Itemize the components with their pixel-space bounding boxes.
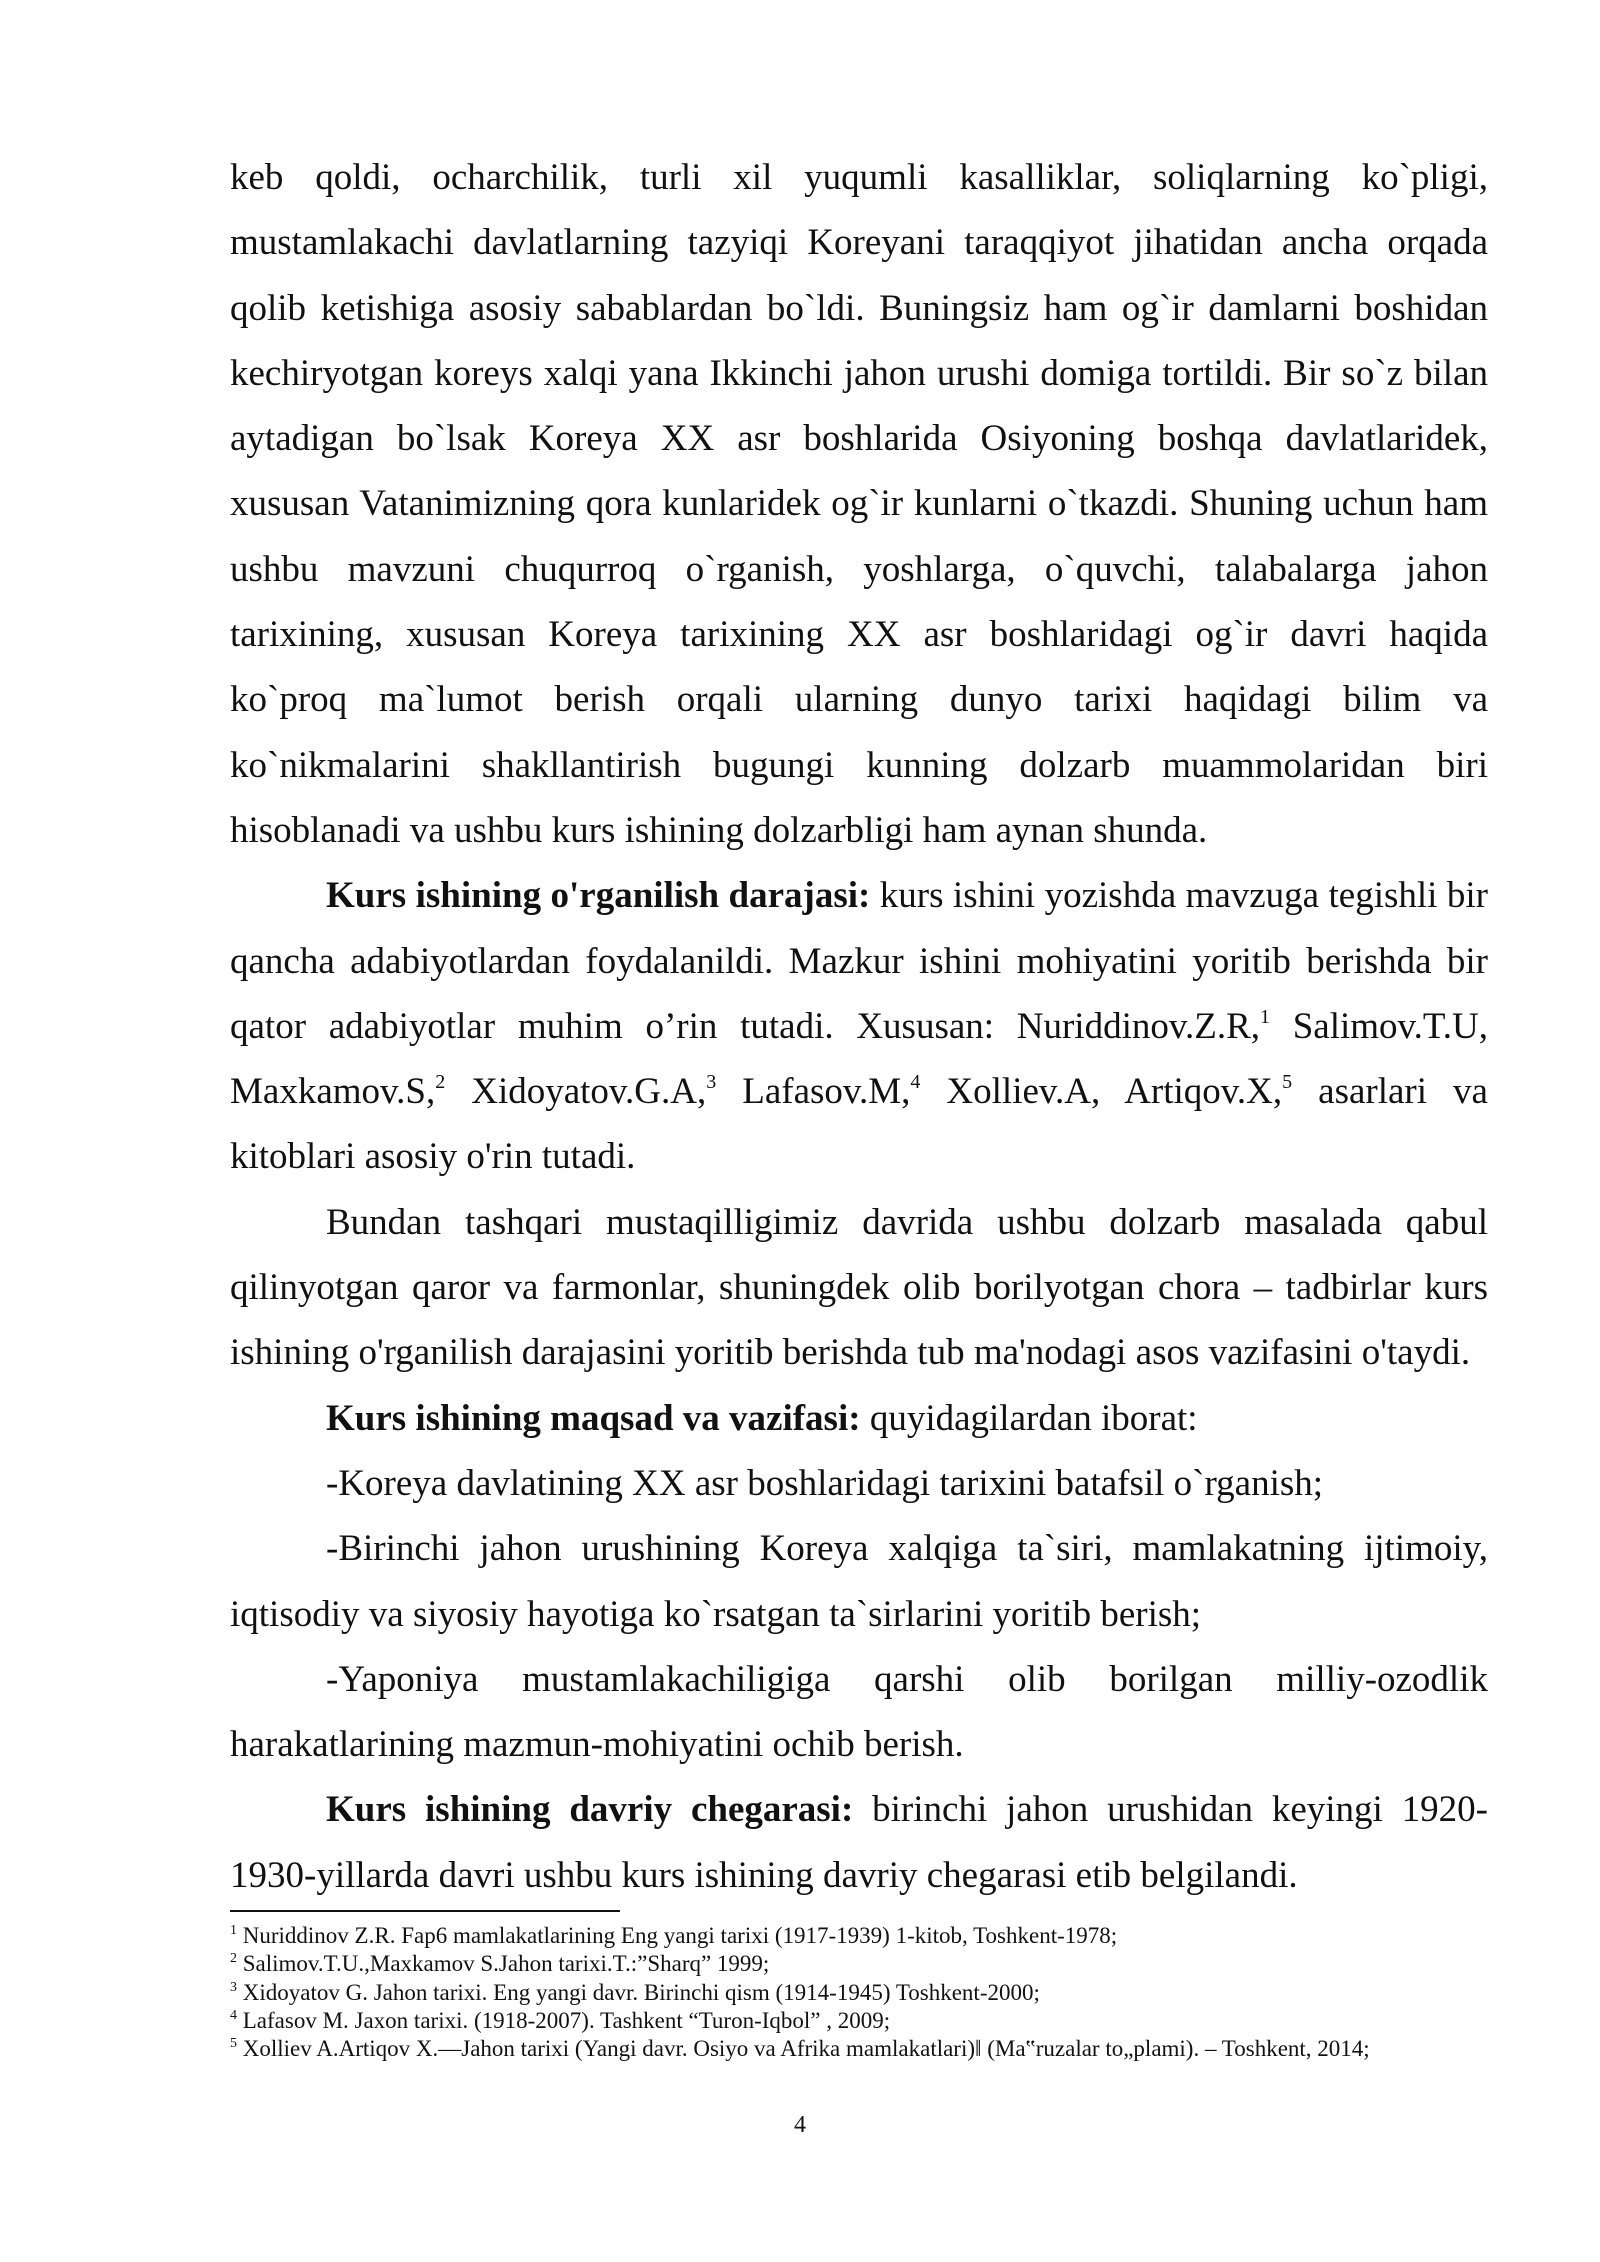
footnote-ref-1: 1 <box>1260 1005 1270 1028</box>
study-level-text: Xidoyatov.G.A, <box>445 1071 707 1113</box>
goal-item: -Koreya davlatining XX asr boshlaridagi tarixini batafsil o`rganish; <box>326 1462 1324 1504</box>
footnote-ref-4: 4 <box>910 1071 921 1094</box>
goal-item: -Yaponiya mustamlakachiligiga qarshi olib borilgan milliy-ozodlik harakatlarining mazmun-mohiyatini ochib berish. <box>230 1658 1488 1766</box>
goals-paragraph <box>230 1386 1488 1451</box>
footnote-number: 4 <box>230 2007 237 2023</box>
additional-paragraph: Bundan tashqari mustaqilligimiz davrida ushbu dolzarb masalada qabul qilinyotgan qaror va farmonlar, shuningdek olib borilyotgan chora – tadbirlar kurs ishining o'rganilish darajasini yoritib berishda tub ma'nodagi asos vazifasini o'taydi. <box>230 1201 1488 1374</box>
footnote-ref-3: 3 <box>706 1071 717 1094</box>
study-level-text: asarlari va kitoblari asosiy o'rin tutadi. <box>230 1071 1488 1178</box>
footnote-separator <box>230 1910 620 1912</box>
period-heading: Kurs ishining davriy chegarasi: <box>326 1789 854 1831</box>
footnote-number: 3 <box>230 1979 237 1995</box>
footnote-number: 5 <box>230 2036 237 2052</box>
footnote-text: Salimov.T.U.,Maxkamov S.Jahon tarixi.T.:”Sharq” 1999; <box>237 1951 770 1977</box>
footnote-item <box>230 1922 1488 1950</box>
footnote-text: Xolliev A.Artiqov X.—Jahon tarixi (Yangi davr. Osiyo va Afrika mamlakatlari)‖ (Ma‟ruzalar to„plami). – Toshkent, 2014; <box>237 2036 1370 2062</box>
study-level-text: kurs ishini yozishda mavzuga tegishli bir qancha adabiyotlardan foydalanildi. Mazkur ishini mohiyatini yoritib berishda bir qator adabiyotlar muhim o’rin tutadi. Xususan: Nuriddinov.Z.R, <box>230 875 1488 1047</box>
study-level-text: Lafasov.M, <box>716 1071 911 1113</box>
footnote-text: Nuriddinov Z.R. Fap6 mamlakatlarining Eng yangi tarixi (1917-1939) 1-kitob, Toshkent-1978; <box>237 1923 1118 1948</box>
footnote-number: 1 <box>230 1923 237 1938</box>
footnote-item <box>230 1950 1488 1978</box>
goal-item: -Birinchi jahon urushining Koreya xalqiga ta`siri, mamlakatning ijtimoiy, iqtisodiy va siyosiy hayotiga ko`rsatgan ta`sirlarini yoritib berish; <box>230 1528 1488 1635</box>
footnote-ref-5: 5 <box>1282 1071 1293 1094</box>
main-text <box>230 145 1488 1908</box>
footnote-text: Lafasov M. Jaxon tarixi. (1918-2007). Tashkent “Turon-Iqbol” , 2009; <box>237 2007 891 2033</box>
footnote-item <box>230 2007 1488 2035</box>
goals-heading: Kurs ishining maqsad va vazifasi: <box>326 1397 861 1439</box>
intro-paragraph: keb qoldi, ocharchilik, turli xil yuqumli kasalliklar, soliqlarning ko`pligi, mustamlakachi davlatlarning tazyiqi Koreyani taraqqiyot jihatidan ancha orqada qolib ketishiga asosiy sabablardan bo`ldi. Buningsiz ham og`ir damlarni boshidan kechiryotgan koreys xalqi yana Ikkinchi jahon urushi domiga tortildi. Bir so`z bilan aytadigan bo`lsak Koreya XX asr boshlarida Osiyoning boshqa davlatlaridek, xususan Vatanimizning qora kunlaridek og`ir kunlarni o`tkazdi. Shuning uchun ham ushbu mavzuni chuqurroq o`rganish, yoshlarga, o`quvchi, talabalarga jahon tarixining, xususan Koreya tarixining XX asr boshlaridagi og`ir davri haqida ko`proq ma`lumot berish orqali ularning dunyo tarixi haqidagi bilim va ko`nikmalarini shakllantirish bugungi kunning dolzarb muammolaridan biri hisoblanadi va ushbu kurs ishining dolzarbligi ham aynan shunda. <box>230 157 1488 851</box>
footnotes <box>230 1922 1488 2063</box>
goals-text: quyidagilardan iborat: <box>860 1397 1198 1439</box>
footnote-item <box>230 1979 1488 2007</box>
study-level-heading: Kurs ishining o'rganilish darajasi: <box>326 875 871 917</box>
study-level-paragraph <box>230 863 1488 1189</box>
footnote-text: Xidoyatov G. Jahon tarixi. Eng yangi davr. Birinchi qism (1914-1945) Toshkent-2000; <box>237 1979 1040 2005</box>
period-text: birinchi jahon urushidan keyingi 1920-1930-yillarda davri ushbu kurs ishining davriy chegarasi etib belgilandi. <box>230 1789 1488 1896</box>
study-level-text: Salimov.T.U, Maxkamov.S, <box>230 1005 1488 1113</box>
footnote-item <box>230 2035 1488 2063</box>
footnote-ref-2: 2 <box>435 1071 446 1094</box>
study-level-text: Xolliev.A, Artiqov.X, <box>920 1071 1283 1113</box>
period-paragraph <box>230 1777 1488 1908</box>
page-number: 4 <box>794 2112 806 2138</box>
footnote-number: 2 <box>230 1951 237 1967</box>
